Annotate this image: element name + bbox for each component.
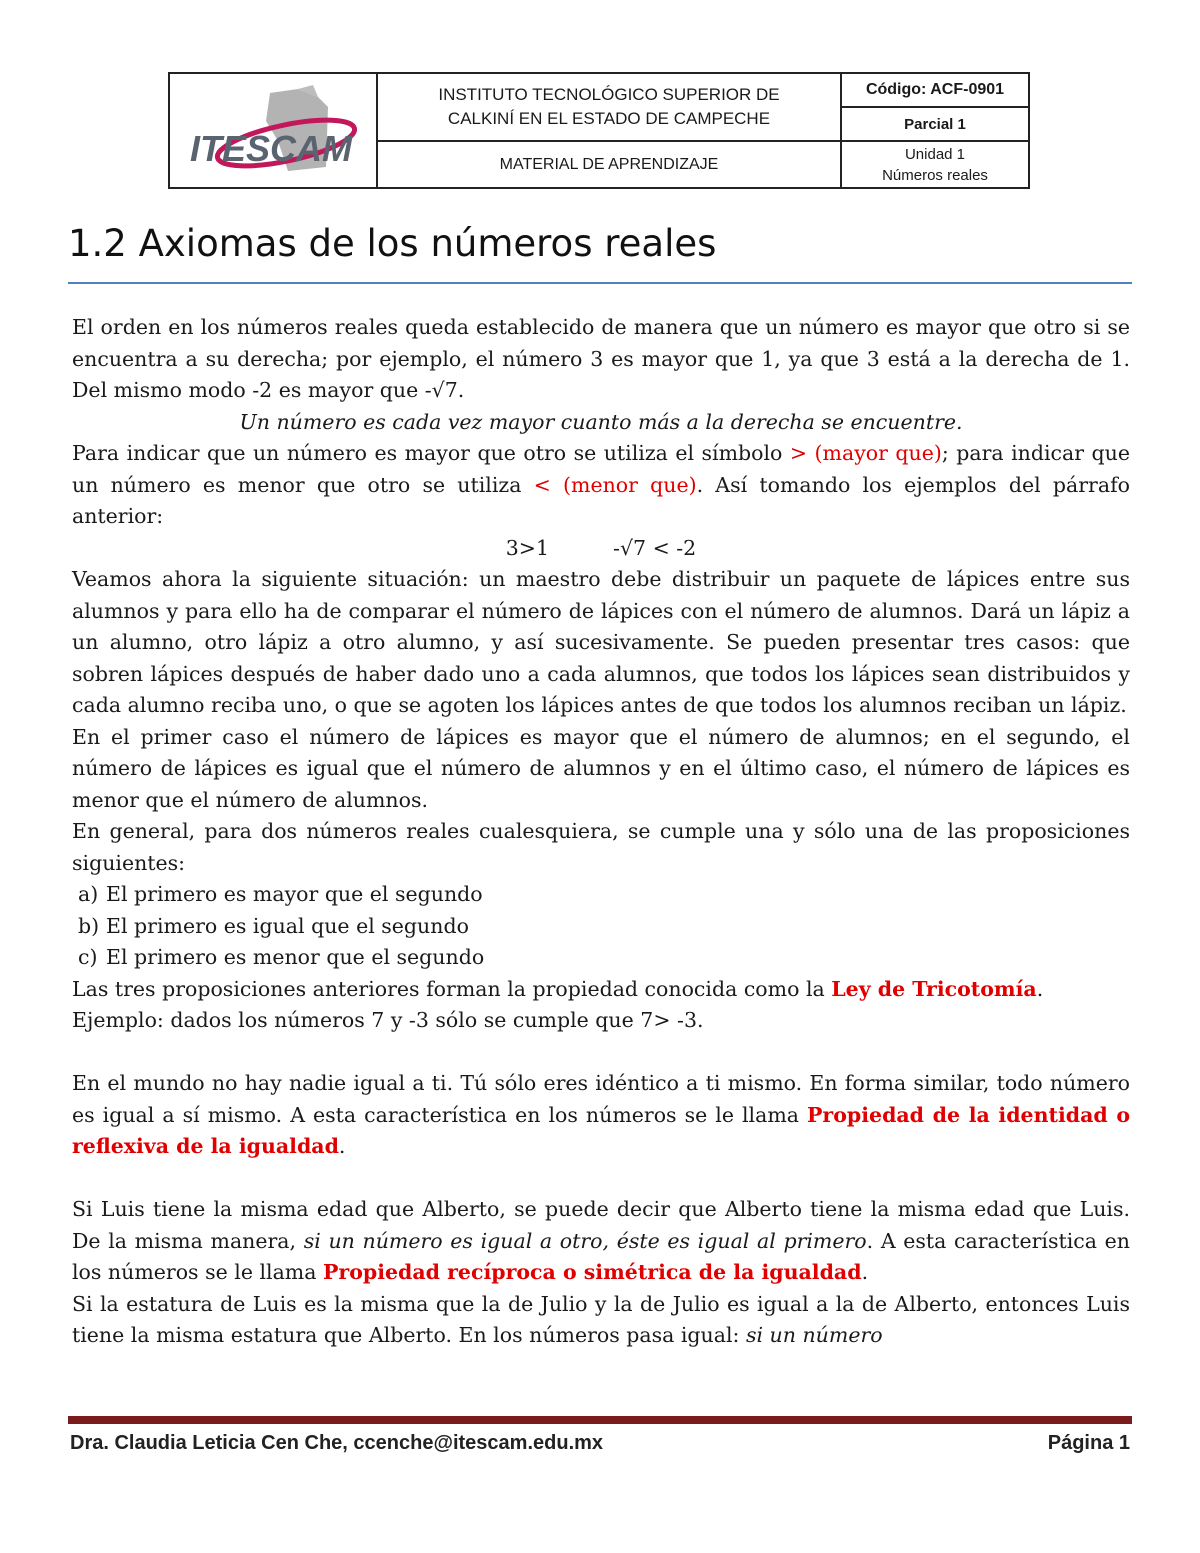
greater-than-symbol: > (mayor que) [789, 441, 942, 465]
italic-statement: Un número es cada vez mayor cuanto más a la derecha se encuentre. [239, 409, 963, 434]
trichotomy-law-term: Ley de Tricotomía [831, 976, 1037, 1001]
symmetric-property-term: Propiedad recíproca o simétrica de la igualdad [322, 1260, 862, 1284]
paragraph: Si Luis tiene la misma edad que Alberto, se puede decir que Alberto tiene la misma edad que Luis. De la misma manera, si un número es igual a otro, éste es igual al primero. A esta característica en los números se le llama Propiedad recíproca o simétrica de la igualdad. [72, 1197, 1130, 1284]
course-code: Código: ACF-0901 [865, 81, 1005, 98]
list-item: a) El primero es mayor que el segundo [78, 882, 483, 906]
paragraph: Veamos ahora la siguiente situación: un maestro debe distribuir un paquete de lápices entre sus alumnos y para ello ha de comparar el número de lápices con el número de alumnos. Dará un lápiz a un alumno, otro lápiz a otro alumno, y así sucesivamente. Se pueden presentar tres casos: que sobren lápices después de haber dado uno a cada alumnos, que todos los lápices sean distribuidos y cada alumno reciba uno, o que se agoten los lápices antes de que todos los alumnos reciban un lápiz. [72, 567, 1130, 717]
paragraph: El orden en los números reales queda establecido de manera que un número es mayor que otro si se encuentra a su derecha; por ejemplo, el número 3 es mayor que 1, ya que 3 está a la derecha de 1. Del mismo modo -2 es mayor que -√7. [72, 315, 1130, 402]
page-title: 1.2 Axiomas de los números reales [68, 222, 717, 265]
paragraph: En el primer caso el número de lápices es mayor que el número de alumnos; en el segundo, el número de lápices es igual que el número de alumnos y en el último caso, el número de lápices es menor que el número de alumnos. [72, 724, 1130, 812]
institute-line-1: INSTITUTO TECNOLÓGICO SUPERIOR DE [438, 85, 780, 104]
footer-author: Dra. Claudia Leticia Cen Che, ccenche@itescam.edu.mx [70, 1432, 604, 1454]
less-than-symbol: < (menor que) [533, 472, 697, 497]
svg-text:ITESCAM: ITESCAM [190, 127, 352, 169]
document-header-table [168, 72, 1030, 189]
paragraph: Ejemplo: dados los números 7 y -3 sólo se cumple que 7> -3. [72, 1008, 704, 1032]
institute-name [378, 74, 840, 140]
paragraph: En el mundo no hay nadie igual a ti. Tú sólo eres idéntico a ti mismo. En forma similar, todo número es igual a sí mismo. A esta característica en los números se le llama Propiedad de la identidad o reflexiva de la igualdad. [72, 1071, 1130, 1158]
paragraph: En general, para dos números reales cualesquiera, se cumple una y sólo una de las proposiciones siguientes: [72, 819, 1130, 875]
logo [170, 74, 376, 187]
example-inequalities: 3>1 -√7 < -2 [505, 535, 697, 560]
unit-number: Unidad 1 [904, 145, 966, 163]
paragraph: Si la estatura de Luis es la misma que la de Julio y la de Julio es igual a la de Alberto, entonces Luis tiene la misma estatura que Alberto. En los números pasa igual: si un número [72, 1291, 1130, 1347]
itescam-logo-icon [178, 81, 368, 181]
material-label: MATERIAL DE APRENDIZAJE [499, 155, 719, 173]
paragraph: Para indicar que un número es mayor que otro se utiliza el símbolo > (mayor que); para indicar que un número es menor que otro se utiliza < (menor que). Así tomando los ejemplos del párrafo anterior: [72, 441, 1131, 528]
paragraph: Las tres proposiciones anteriores forman la propiedad conocida como la Ley de Tricotomía. [72, 976, 1044, 1001]
institute-line-2: CALKINÍ EN EL ESTADO DE CAMPECHE [447, 109, 771, 128]
list-item: b) El primero es igual que el segundo [78, 913, 469, 938]
document-body [72, 312, 1130, 1352]
title-underline [68, 282, 1132, 284]
footer-rule [68, 1416, 1132, 1424]
unit-name: Números reales [882, 166, 988, 184]
reflexive-property-term: Propiedad de la identidad o reflexiva de la igualdad [72, 1102, 1130, 1158]
list-item: c) El primero es menor que el segundo [78, 945, 485, 969]
unit-label [842, 142, 1028, 187]
partial-label: Parcial 1 [904, 115, 966, 133]
page-number: Página 1 [1047, 1432, 1130, 1454]
propositions-list [72, 879, 1130, 974]
